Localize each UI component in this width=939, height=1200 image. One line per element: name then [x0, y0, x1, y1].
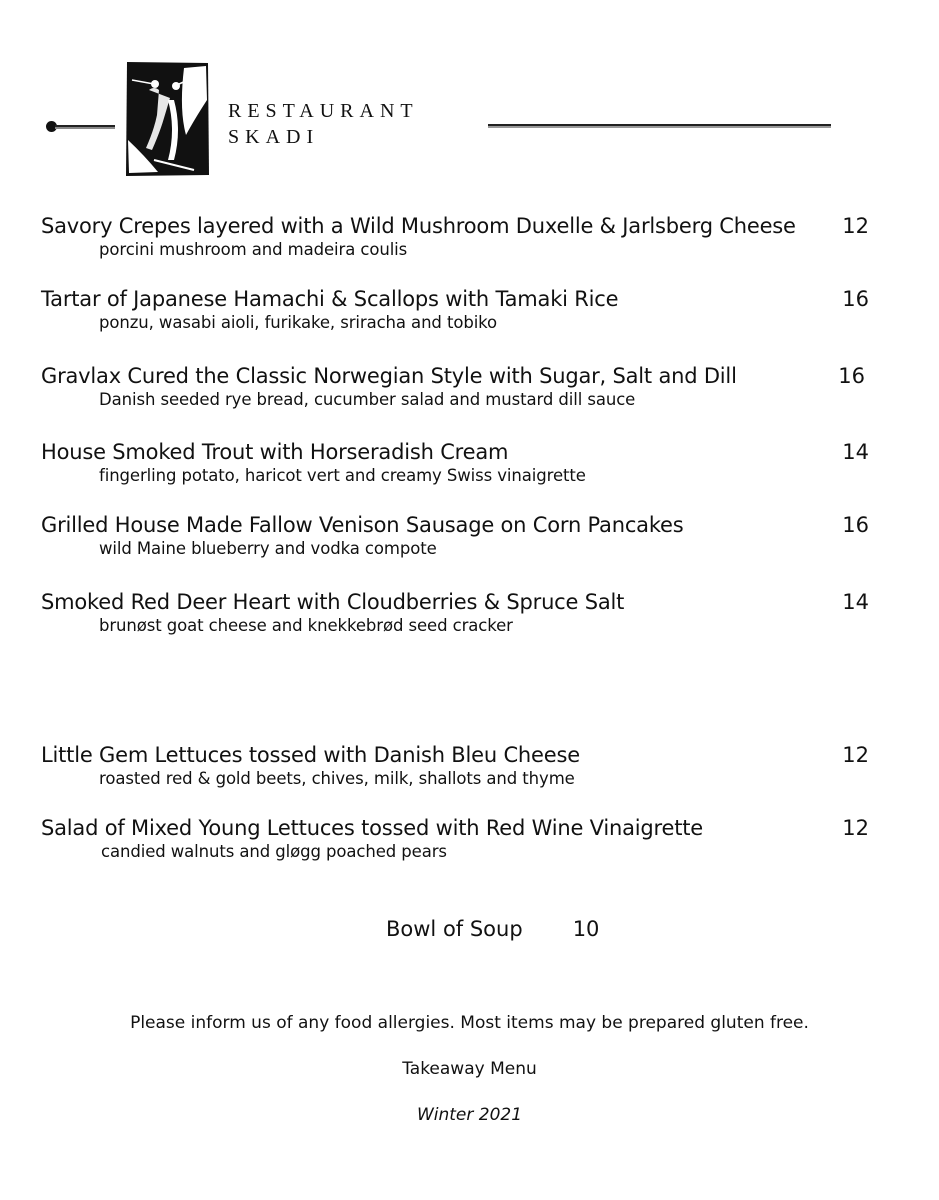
- header-rule-right: [488, 124, 831, 126]
- item-description: fingerling potato, haricot vert and creamy Swiss vinaigrette: [99, 466, 586, 485]
- item-description: porcini mushroom and madeira coulis: [99, 240, 408, 259]
- soup-name: Bowl of Soup: [386, 917, 523, 941]
- soup-price: 10: [572, 917, 600, 941]
- item-description: candied walnuts and gløgg poached pears: [101, 842, 447, 861]
- item-name: Salad of Mixed Young Lettuces tossed with Red Wine Vinaigrette: [41, 816, 703, 840]
- brand-line-1: RESTAURANT: [228, 100, 419, 122]
- item-description: brunøst goat cheese and knekkebrød seed cracker: [99, 616, 513, 635]
- menu-header: [0, 0, 939, 190]
- item-price: 14: [842, 440, 869, 464]
- skier-silhouette-icon: [124, 60, 210, 177]
- soup-line: [386, 917, 599, 941]
- item-name: Tartar of Japanese Hamachi & Scallops with Tamaki Rice: [41, 287, 619, 311]
- item-name: Gravlax Cured the Classic Norwegian Style with Sugar, Salt and Dill: [41, 364, 737, 388]
- header-rule-left: [55, 125, 115, 127]
- item-price: 14: [842, 590, 869, 614]
- item-price: 16: [842, 287, 869, 311]
- item-name: Smoked Red Deer Heart with Cloudberries & Spruce Salt: [41, 590, 625, 614]
- restaurant-brand: [228, 98, 419, 150]
- item-price: 12: [842, 214, 869, 238]
- item-price: 12: [842, 743, 869, 767]
- item-description: Danish seeded rye bread, cucumber salad and mustard dill sauce: [99, 390, 636, 409]
- item-description: ponzu, wasabi aioli, furikake, sriracha and tobiko: [99, 313, 498, 332]
- item-price: 12: [842, 816, 869, 840]
- item-name: Grilled House Made Fallow Venison Sausage on Corn Pancakes: [41, 513, 684, 537]
- item-name: Savory Crepes layered with a Wild Mushroom Duxelle & Jarlsberg Cheese: [41, 214, 796, 238]
- item-price: 16: [838, 364, 865, 388]
- item-name: Little Gem Lettuces tossed with Danish Bleu Cheese: [41, 743, 580, 767]
- brand-line-2: SKADI: [228, 126, 320, 148]
- allergy-note: Please inform us of any food allergies. Most items may be prepared gluten free.: [130, 1013, 809, 1033]
- item-price: 16: [842, 513, 869, 537]
- item-name: House Smoked Trout with Horseradish Cream: [41, 440, 509, 464]
- menu-season: Winter 2021: [416, 1105, 523, 1125]
- item-description: wild Maine blueberry and vodka compote: [99, 539, 437, 558]
- menu-type: Takeaway Menu: [402, 1059, 537, 1079]
- item-description: roasted red & gold beets, chives, milk, shallots and thyme: [99, 769, 575, 788]
